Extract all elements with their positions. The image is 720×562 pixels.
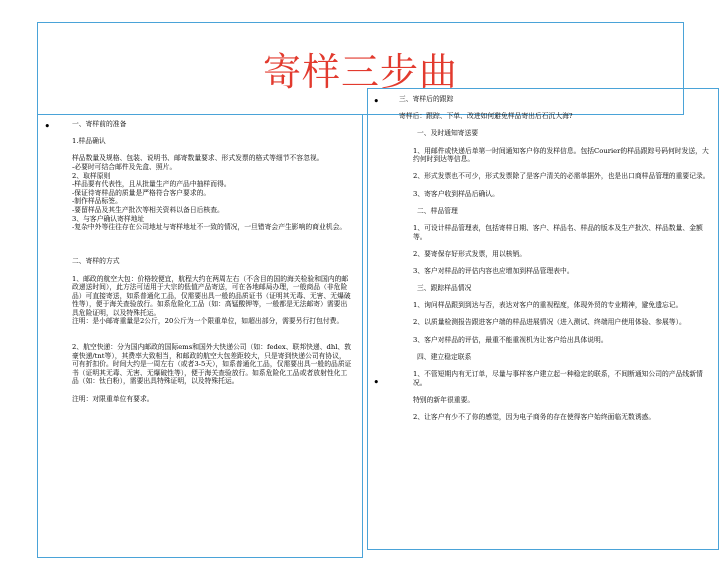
- left-text: -保证待寄样品的质量是严格符合客户要求的。: [72, 188, 211, 197]
- right-subheading: 四、建立稳定联系: [417, 352, 472, 361]
- left-text: 2、航空快递：分为国内邮政的国际ems和国外大快递公司（如：fedex、联邦快递、dhl、敦豪快递/tnt等），其费率大致相当，和邮政的航空大包差距较大，只是寄到快递公司有协议，可有折扣价。时间大约是一周左右（或者3-5天），如系普通化工品，仅需要出具一般的品质证书（证明其无毒、无害、无爆破性等），便于海关查验放行。如系危险化工品或者放射性化工品（如：钛白粉），需要出具特殊证明，以及特殊托运。: [72, 343, 352, 386]
- left-column: [72, 120, 352, 403]
- right-text: 特别的新年很重要。: [413, 395, 475, 404]
- right-text: 2、要寄保存好形式发票，用以核销。: [413, 249, 527, 258]
- left-text: -必要时可结合邮件及先盒、照片。: [72, 162, 177, 171]
- right-column: [399, 95, 711, 422]
- left-text: -复杂中外等往往存在公司地址与寄样地址不一致的情况，一旦错寄会产生影响的商业机会。: [72, 223, 347, 232]
- right-text: 2、让客户有少不了你的感觉，因为电子商务的存在使得客户始终面临无数诱惑。: [413, 412, 656, 421]
- left-text: 2、取样原则: [72, 171, 111, 180]
- right-text: 1、不管短期内有无订单，尽量与事样客户建立起一种稳定的联系，不间断通知公司的产品线新情况。: [413, 370, 703, 387]
- left-text: 样品数量及规格、包装、说明书、邮寄数量要求、形式发票的格式等细节不容忽视。: [72, 154, 324, 163]
- left-text: -制作样品标签。: [72, 197, 122, 206]
- right-text: 3、客户对样品的评估内容也应增加到样品管理表中。: [413, 266, 574, 275]
- right-heading-followup: 三、寄样后的跟踪: [399, 95, 454, 103]
- left-text: 注明：是小邮寄重量是2公斤，20公斤为一个限重单位，如超出部分，需要另行打包付费。: [72, 317, 344, 326]
- left-text: 3、与客户确认寄样地址: [72, 214, 145, 223]
- right-text: 寄样后：跟踪、下单、改进如何避免样品寄出后石沉大海?: [399, 112, 573, 121]
- right-bullet-top: •: [373, 95, 380, 108]
- left-text: -样品要有代表性，且从批量生产的产品中抽样而得。: [72, 180, 231, 189]
- left-text: -要留样品及其生产批次等相关资料以备日后核查。: [72, 205, 224, 214]
- left-bullet: •: [44, 120, 51, 133]
- right-text: 1、询问样品跟到到达与否，表达对客户的重视程度，体现外贸的专业精神，避免遗忘记。: [413, 301, 683, 310]
- right-subheading: 一、及时通知寄送要: [417, 129, 479, 138]
- right-text: 1、可设计样品管理表，包括寄样日期、客户、样品名、样品的版本及生产批次、样品数量、金额等。: [413, 223, 703, 241]
- right-subheading: 三、跟踪样品情况: [417, 284, 472, 293]
- right-subheading: 二、样品管理: [417, 206, 458, 215]
- right-text: 2、形式发票也不可少，形式发票除了是客户清关的必需单据外，也是出口商样品管理的重要记录。: [413, 172, 710, 181]
- right-text: 3、寄客户收到样品后确认。: [413, 189, 499, 198]
- left-text: 注明：对限重单位有要求。: [72, 394, 154, 403]
- left-heading-prep: 一、寄样前的准备: [72, 120, 127, 128]
- right-text: 2、以质量检测报告跟进客户端的样品进展情况（进入测试、终端用户使用体验、参展等）。: [413, 318, 686, 327]
- right-bullet-mid: •: [373, 376, 380, 389]
- right-text: 3、客户对样品的评估，最重不能重视机为让客户给出具体说明。: [413, 335, 608, 344]
- left-text: 1、邮政的航空大包：价格较便宜，航程大约在两周左右（不含目的国的海关检验和国内的邮政递送时间），此方法可适用于大宗的低值产品寄送，可在各地邮局办理，一般商品（非危险品）可直接寄送，如系普通化工品，仅需要出具一般的品质证书（证明其无毒、无害、无爆破性等），便于海关查验放行。如系危险化工品（如：高锰酸钾等，一般都是无法邮寄）需要出具危险证明，以及特殊托运。: [72, 274, 351, 317]
- right-text: 1、用邮件或快递后单第一时间通知客户你的发样信息。包括Courier的样品跟踪号码何时发送，大约何时到达等信息。: [413, 146, 709, 164]
- left-subheading-confirm: 1.样品确认: [72, 137, 106, 146]
- slide-title: 寄样三步曲: [262, 50, 458, 94]
- left-heading-methods: 二、寄样的方式: [72, 257, 120, 266]
